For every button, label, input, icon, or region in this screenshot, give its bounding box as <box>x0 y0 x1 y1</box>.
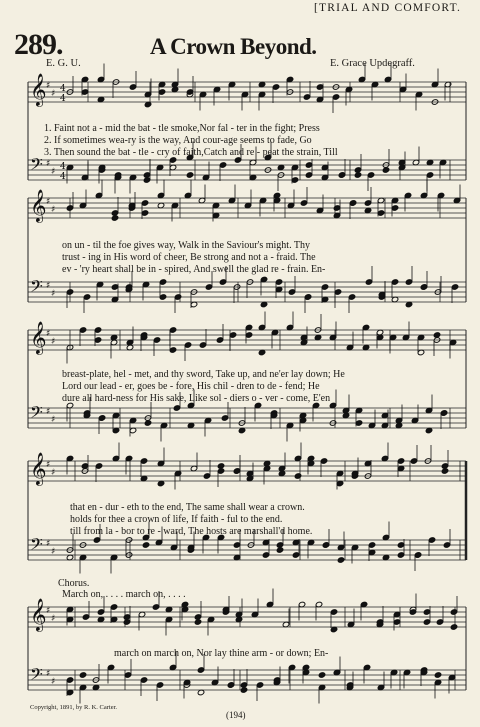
svg-text:♯: ♯ <box>51 337 56 347</box>
svg-text:♯: ♯ <box>46 159 51 169</box>
svg-text:𝄞: 𝄞 <box>30 321 47 354</box>
svg-text:♯: ♯ <box>46 329 51 339</box>
chorus-upper-text: March on, . . . . march on, . . . . <box>62 589 186 600</box>
svg-text:♯: ♯ <box>46 606 51 616</box>
svg-text:♯: ♯ <box>46 539 51 549</box>
svg-text:𝄢: 𝄢 <box>30 534 43 558</box>
svg-text:♯: ♯ <box>46 669 51 679</box>
hymn-number: 289. <box>14 28 63 61</box>
svg-text:♯: ♯ <box>46 407 51 417</box>
hymn-title: A Crown Beyond. <box>150 34 317 59</box>
lyric-line: dure all hard-ness for His sake, Like sol - diers o - ver - come, E'en <box>62 393 331 404</box>
svg-text:♯: ♯ <box>51 205 56 215</box>
words-credit: E. Grace Updegraff. <box>330 58 415 69</box>
svg-text:𝄢: 𝄢 <box>30 276 43 300</box>
lyric-line: 3. Then sound the bat - tle - cry of faith,Catch and re - peat the strain, Till <box>44 147 338 158</box>
lyric-line: trust - ing in His word of cheer, Be strong and not a - fraid. The <box>62 252 316 263</box>
svg-text:♯: ♯ <box>51 468 56 478</box>
svg-text:♯: ♯ <box>51 415 56 425</box>
chorus-label: Chorus. <box>58 578 90 589</box>
lyric-line: till from la - bor to re - ward, The hosts are marshall'd home. <box>70 526 313 537</box>
page-number: (194) <box>226 710 246 720</box>
svg-text:♯: ♯ <box>46 460 51 470</box>
chorus-lower-text: march on march on, Nor lay thine arm - or down; En- <box>114 648 329 659</box>
svg-text:𝄢: 𝄢 <box>30 664 43 688</box>
lyric-line: Lord our lead - er, goes be - fore, His chil - dren to de - fend; He <box>62 381 320 392</box>
svg-text:4: 4 <box>60 84 66 94</box>
svg-text:𝄢: 𝄢 <box>30 154 43 178</box>
copyright-notice: Copyright, 1891, by R. K. Carter. <box>30 704 118 711</box>
svg-text:4: 4 <box>60 172 66 182</box>
svg-text:4: 4 <box>60 162 66 172</box>
svg-text:𝄞: 𝄞 <box>30 189 47 222</box>
lyric-line: ev - 'ry heart shall be in - spired, And swell the glad re - frain. En- <box>62 264 326 275</box>
lyric-line: 2. If sometimes wea-ry is the way, And cour-age seems to fade, Go <box>44 135 312 146</box>
svg-text:𝄢: 𝄢 <box>30 402 43 426</box>
lyric-line: on un - til the foe gives way, Walk in the Saviour's might. Thy <box>62 240 311 251</box>
svg-text:𝄞: 𝄞 <box>30 598 47 631</box>
svg-text:𝄞: 𝄞 <box>30 452 47 485</box>
music-credit: E. G. U. <box>46 58 81 69</box>
svg-text:4: 4 <box>60 94 66 104</box>
lyric-line: breast-plate, hel - met, and thy sword, Take up, and ne'er lay down; He <box>62 369 345 380</box>
svg-text:♯: ♯ <box>46 281 51 291</box>
svg-text:♯: ♯ <box>46 197 51 207</box>
svg-text:♯: ♯ <box>51 167 56 177</box>
svg-text:♯: ♯ <box>51 547 56 557</box>
svg-text:♯: ♯ <box>46 81 51 91</box>
svg-text:♯: ♯ <box>51 614 56 624</box>
lyric-line: holds for thee a crown of life, If faith - ful to the end. <box>70 514 283 525</box>
hymn-topic: [TRIAL AND COMFORT. <box>314 2 462 14</box>
svg-text:♯: ♯ <box>51 289 56 299</box>
lyric-line: that en - dur - eth to the end, The same shall wear a crown. <box>70 502 305 513</box>
svg-text:𝄞: 𝄞 <box>30 73 47 106</box>
svg-text:♯: ♯ <box>51 89 56 99</box>
lyric-line: 1. Faint not a - mid the bat - tle smoke,Nor fal - ter in the fight; Press <box>44 123 320 134</box>
svg-text:♯: ♯ <box>51 677 56 687</box>
